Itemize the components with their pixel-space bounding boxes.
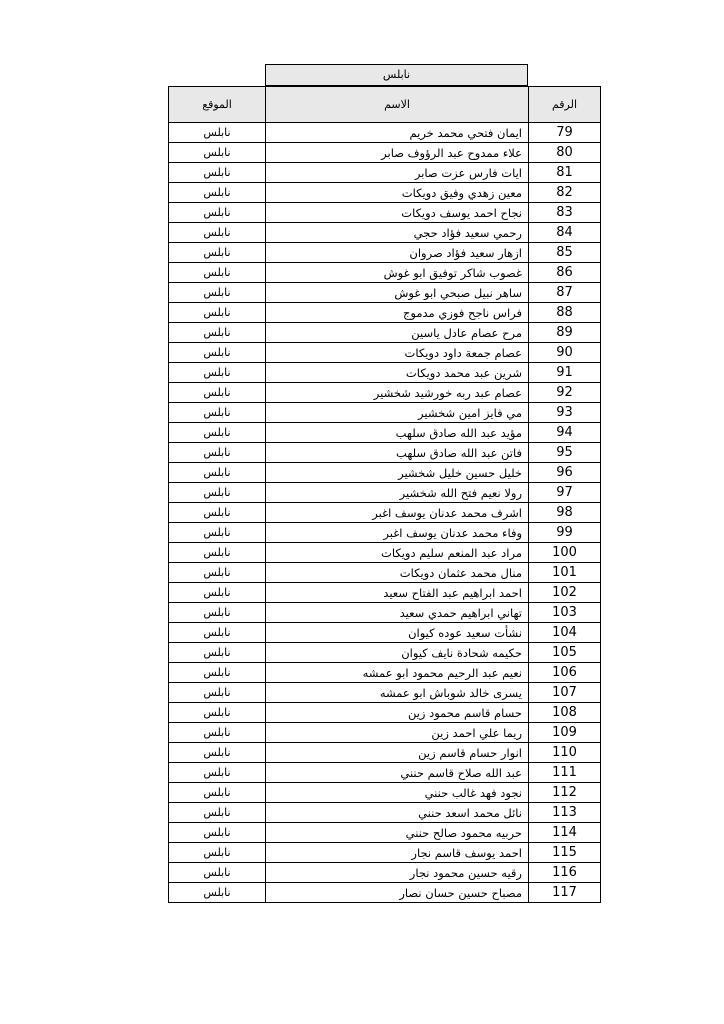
row-number: 105 bbox=[529, 643, 601, 663]
table-row bbox=[169, 123, 601, 143]
row-location: نابلس bbox=[169, 383, 266, 403]
row-location: نابلس bbox=[169, 123, 266, 143]
row-name: ريما علي احمد زين bbox=[266, 723, 529, 743]
row-name: حسام قاسم محمود زين bbox=[266, 703, 529, 723]
row-location: نابلس bbox=[169, 503, 266, 523]
table-row bbox=[169, 223, 601, 243]
table-row bbox=[169, 443, 601, 463]
row-name: عصام عبد ربه خورشيد شخشير bbox=[266, 383, 529, 403]
table-row bbox=[169, 663, 601, 683]
row-location: نابلس bbox=[169, 603, 266, 623]
column-header-name: الاسم bbox=[266, 87, 529, 123]
group-title: نابلس bbox=[265, 64, 528, 86]
data-table bbox=[168, 86, 601, 903]
row-number: 98 bbox=[529, 503, 601, 523]
row-name: رحمي سعيد فؤاد حجي bbox=[266, 223, 529, 243]
row-name: منال محمد عثمان دويكات bbox=[266, 563, 529, 583]
row-name: نجود فهد غالب حنني bbox=[266, 783, 529, 803]
row-number: 102 bbox=[529, 583, 601, 603]
row-location: نابلس bbox=[169, 423, 266, 443]
row-name: غصوب شاكر توفيق ابو غوش bbox=[266, 263, 529, 283]
row-number: 101 bbox=[529, 563, 601, 583]
row-number: 103 bbox=[529, 603, 601, 623]
row-location: نابلس bbox=[169, 463, 266, 483]
table-row bbox=[169, 703, 601, 723]
row-number: 115 bbox=[529, 843, 601, 863]
row-name: يسرى خالد شوباش ابو عمشه bbox=[266, 683, 529, 703]
table-row bbox=[169, 363, 601, 383]
row-number: 91 bbox=[529, 363, 601, 383]
table-row bbox=[169, 463, 601, 483]
row-name: فاتن عبد الله صادق سلهب bbox=[266, 443, 529, 463]
row-name: نشأت سعيد عوده كيوان bbox=[266, 623, 529, 643]
row-number: 90 bbox=[529, 343, 601, 363]
row-number: 107 bbox=[529, 683, 601, 703]
row-location: نابلس bbox=[169, 623, 266, 643]
row-name: رولا نعيم فتح الله شخشير bbox=[266, 483, 529, 503]
table-row bbox=[169, 783, 601, 803]
row-name: وفاء محمد عدنان يوسف اغبر bbox=[266, 523, 529, 543]
table-row bbox=[169, 583, 601, 603]
table-row bbox=[169, 563, 601, 583]
row-number: 99 bbox=[529, 523, 601, 543]
row-number: 106 bbox=[529, 663, 601, 683]
row-name: ازهار سعيد فؤاد صروان bbox=[266, 243, 529, 263]
row-name: مصباح حسين حسان نصار bbox=[266, 883, 529, 903]
table-row bbox=[169, 863, 601, 883]
table-row bbox=[169, 403, 601, 423]
row-number: 83 bbox=[529, 203, 601, 223]
table-row bbox=[169, 543, 601, 563]
row-name: خليل حسين خليل شخشير bbox=[266, 463, 529, 483]
row-number: 104 bbox=[529, 623, 601, 643]
column-header-location: الموقع bbox=[169, 87, 266, 123]
row-number: 93 bbox=[529, 403, 601, 423]
row-name: مرح عصام عادل ياسين bbox=[266, 323, 529, 343]
row-number: 79 bbox=[529, 123, 601, 143]
row-location: نابلس bbox=[169, 763, 266, 783]
row-location: نابلس bbox=[169, 363, 266, 383]
row-location: نابلس bbox=[169, 863, 266, 883]
table-row bbox=[169, 683, 601, 703]
row-name: مؤيد عبد الله صادق سلهب bbox=[266, 423, 529, 443]
row-location: نابلس bbox=[169, 483, 266, 503]
row-location: نابلس bbox=[169, 323, 266, 343]
row-number: 82 bbox=[529, 183, 601, 203]
table-row bbox=[169, 383, 601, 403]
row-name: مي فايز امين شخشير bbox=[266, 403, 529, 423]
row-name: نائل محمد اسعد حنني bbox=[266, 803, 529, 823]
row-name: حكيمه شحادة نايف كيوان bbox=[266, 643, 529, 663]
row-name: رقيه حسين محمود نجار bbox=[266, 863, 529, 883]
table-body bbox=[169, 123, 601, 903]
table-row bbox=[169, 283, 601, 303]
row-name: نجاح احمد يوسف دويكات bbox=[266, 203, 529, 223]
table-row bbox=[169, 203, 601, 223]
row-name: حربيه محمود صالح حنني bbox=[266, 823, 529, 843]
table-row bbox=[169, 263, 601, 283]
row-location: نابلس bbox=[169, 643, 266, 663]
row-location: نابلس bbox=[169, 563, 266, 583]
row-number: 112 bbox=[529, 783, 601, 803]
table-row bbox=[169, 243, 601, 263]
table-row bbox=[169, 483, 601, 503]
row-name: علاء ممدوح عبد الرؤوف صابر bbox=[266, 143, 529, 163]
table-row bbox=[169, 883, 601, 903]
row-name: ايات فارس عزت صابر bbox=[266, 163, 529, 183]
row-location: نابلس bbox=[169, 403, 266, 423]
row-number: 114 bbox=[529, 823, 601, 843]
row-name: انوار حسام قاسم زين bbox=[266, 743, 529, 763]
row-number: 81 bbox=[529, 163, 601, 183]
table-row bbox=[169, 643, 601, 663]
row-location: نابلس bbox=[169, 783, 266, 803]
row-location: نابلس bbox=[169, 303, 266, 323]
row-location: نابلس bbox=[169, 223, 266, 243]
row-location: نابلس bbox=[169, 143, 266, 163]
row-number: 111 bbox=[529, 763, 601, 783]
row-number: 97 bbox=[529, 483, 601, 503]
table-row bbox=[169, 323, 601, 343]
row-name: ساهر نبيل صبحي ابو غوش bbox=[266, 283, 529, 303]
row-location: نابلس bbox=[169, 703, 266, 723]
row-name: احمد ابراهيم عبد الفتاح سعيد bbox=[266, 583, 529, 603]
row-number: 95 bbox=[529, 443, 601, 463]
row-location: نابلس bbox=[169, 743, 266, 763]
row-name: مراد عبد المنعم سليم دويكات bbox=[266, 543, 529, 563]
row-number: 110 bbox=[529, 743, 601, 763]
row-location: نابلس bbox=[169, 343, 266, 363]
row-location: نابلس bbox=[169, 883, 266, 903]
row-location: نابلس bbox=[169, 683, 266, 703]
row-location: نابلس bbox=[169, 183, 266, 203]
row-name: عبد الله صلاح قاسم حنني bbox=[266, 763, 529, 783]
table-row bbox=[169, 423, 601, 443]
row-name: احمد يوسف قاسم نجار bbox=[266, 843, 529, 863]
row-name: معين زهدي وفيق دويكات bbox=[266, 183, 529, 203]
row-name: شرين عبد محمد دويكات bbox=[266, 363, 529, 383]
table-row bbox=[169, 723, 601, 743]
row-number: 85 bbox=[529, 243, 601, 263]
table-row bbox=[169, 143, 601, 163]
table-row bbox=[169, 843, 601, 863]
row-location: نابلس bbox=[169, 543, 266, 563]
table-row bbox=[169, 803, 601, 823]
column-header-number: الرقم bbox=[529, 87, 601, 123]
row-location: نابلس bbox=[169, 283, 266, 303]
row-location: نابلس bbox=[169, 203, 266, 223]
row-location: نابلس bbox=[169, 443, 266, 463]
row-number: 87 bbox=[529, 283, 601, 303]
row-location: نابلس bbox=[169, 523, 266, 543]
row-number: 109 bbox=[529, 723, 601, 743]
table-row bbox=[169, 183, 601, 203]
row-name: تهاني ابراهيم حمدي سعيد bbox=[266, 603, 529, 623]
row-number: 113 bbox=[529, 803, 601, 823]
row-number: 92 bbox=[529, 383, 601, 403]
row-location: نابلس bbox=[169, 663, 266, 683]
row-location: نابلس bbox=[169, 163, 266, 183]
row-number: 84 bbox=[529, 223, 601, 243]
row-name: عصام جمعة داود دويكات bbox=[266, 343, 529, 363]
row-name: فراس ناجح فوزي مدموج bbox=[266, 303, 529, 323]
row-name: ايمان فتحي محمد خريم bbox=[266, 123, 529, 143]
row-location: نابلس bbox=[169, 243, 266, 263]
table-row bbox=[169, 523, 601, 543]
table-row bbox=[169, 343, 601, 363]
row-number: 116 bbox=[529, 863, 601, 883]
header-row bbox=[169, 87, 601, 123]
row-location: نابلس bbox=[169, 723, 266, 743]
table-row bbox=[169, 823, 601, 843]
row-number: 100 bbox=[529, 543, 601, 563]
row-number: 117 bbox=[529, 883, 601, 903]
row-location: نابلس bbox=[169, 843, 266, 863]
row-location: نابلس bbox=[169, 263, 266, 283]
table-row bbox=[169, 303, 601, 323]
table-row bbox=[169, 743, 601, 763]
row-number: 108 bbox=[529, 703, 601, 723]
table-row bbox=[169, 763, 601, 783]
row-number: 96 bbox=[529, 463, 601, 483]
row-name: اشرف محمد عدنان يوسف اغبر bbox=[266, 503, 529, 523]
row-number: 94 bbox=[529, 423, 601, 443]
row-name: نعيم عبد الرحيم محمود ابو عمشه bbox=[266, 663, 529, 683]
row-location: نابلس bbox=[169, 803, 266, 823]
table-row bbox=[169, 163, 601, 183]
row-number: 88 bbox=[529, 303, 601, 323]
table-row bbox=[169, 503, 601, 523]
row-location: نابلس bbox=[169, 823, 266, 843]
row-number: 89 bbox=[529, 323, 601, 343]
row-number: 80 bbox=[529, 143, 601, 163]
row-location: نابلس bbox=[169, 583, 266, 603]
table-row bbox=[169, 603, 601, 623]
table-row bbox=[169, 623, 601, 643]
row-number: 86 bbox=[529, 263, 601, 283]
